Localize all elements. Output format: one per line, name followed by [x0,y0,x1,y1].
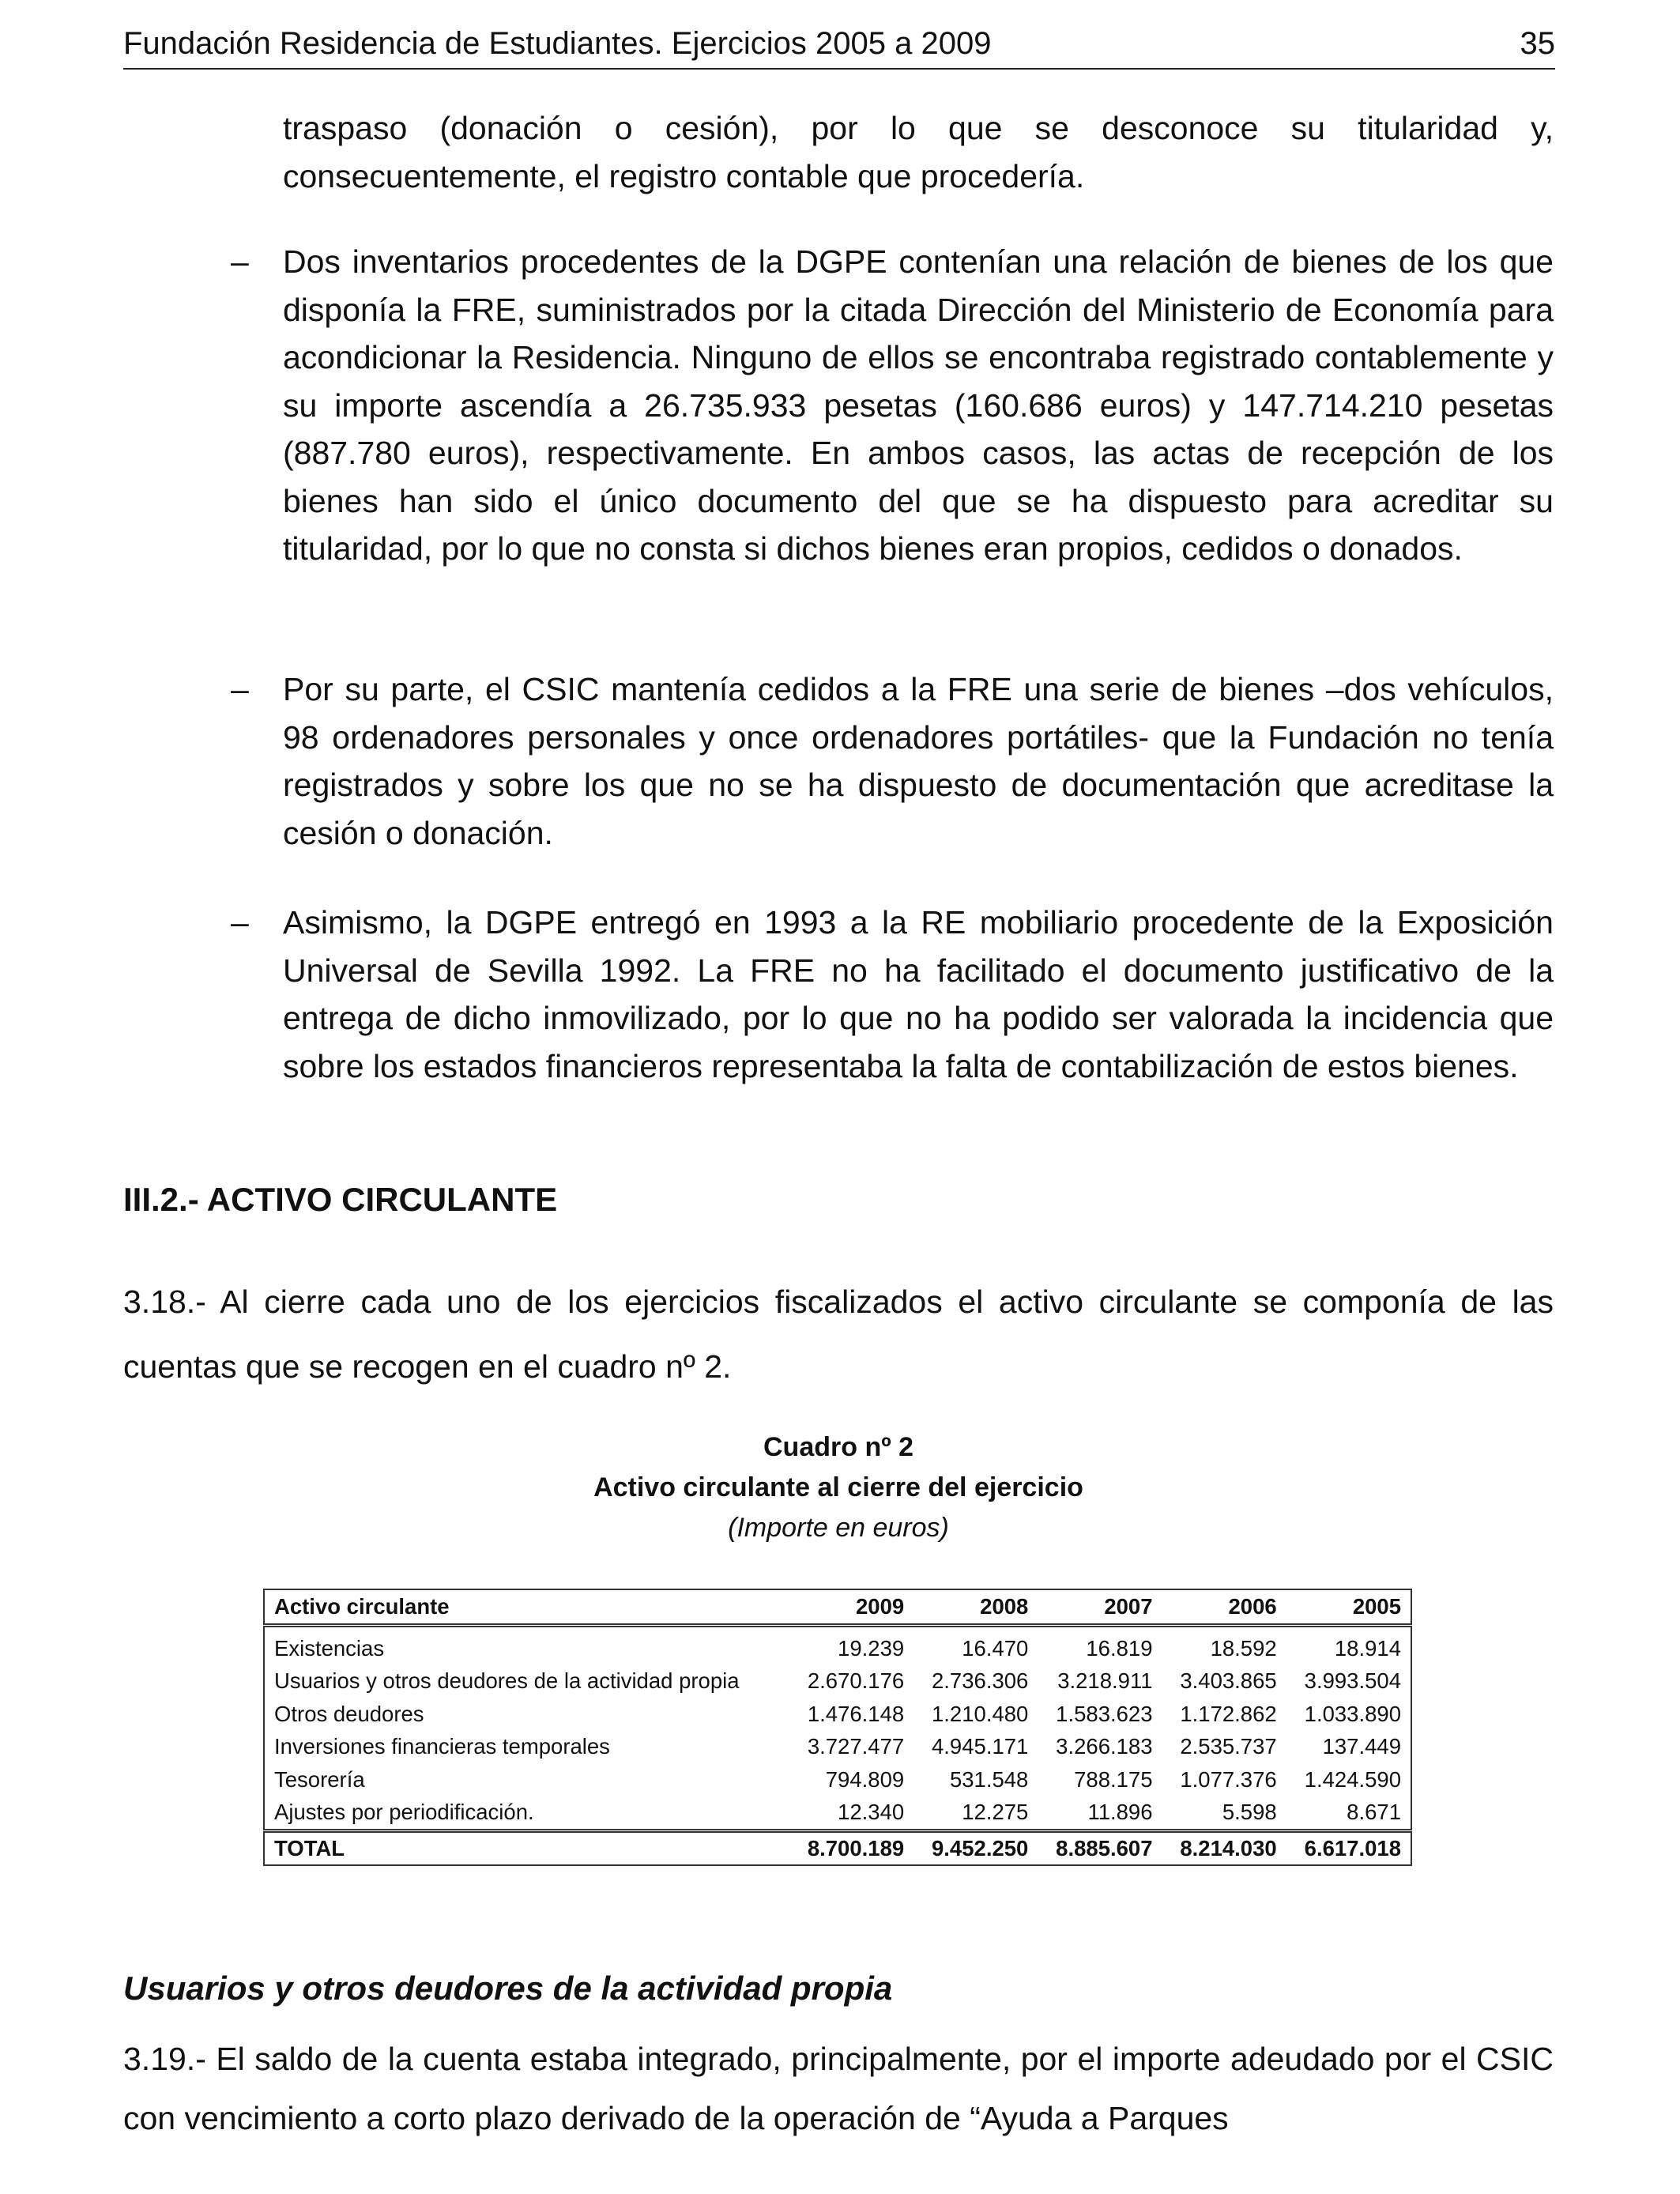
column-header: 2005 [1286,1589,1411,1626]
table-cell: 3.403.865 [1180,1668,1277,1694]
table-cell: 3.218.911 [1057,1668,1153,1694]
table-cell: 531.548 [949,1766,1029,1792]
bullet-dash: – [231,904,249,941]
subsection-heading: Usuarios y otros deudores de la actividad propia [123,1970,893,2007]
row-label: Usuarios y otros deudores de la actividad propia [274,1668,740,1694]
table-cell: 2.535.737 [1180,1734,1277,1759]
paragraph-3-19: 3.19.- El saldo de la cuenta estaba integrado, principalmente, por el importe adeudado por el CSIC con vencimiento a corto plazo derivado de la operación de “Ayuda a Parques [123,2041,1554,2136]
table-cell: 1.077.376 [1180,1766,1277,1792]
paragraph-3-18: 3.18.- Al cierre cada uno de los ejercicios fiscalizados el activo circulante se componía de las cuentas que se recogen en el cuadro nº 2. [123,1284,1554,1385]
column-header: 2007 [1038,1589,1162,1626]
table-cell: 11.896 [1087,1800,1153,1825]
total-cell: 6.617.018 [1286,1831,1411,1866]
table-cell: 1.210.480 [932,1701,1029,1726]
page-number: 35 [1520,26,1555,61]
table-cell: 137.449 [1322,1734,1401,1759]
total-cell: 8.214.030 [1162,1831,1286,1866]
table-cell: 1.476.148 [807,1701,905,1726]
table-number: Cuadro nº 2 [763,1432,913,1462]
row-label: Existencias [274,1635,385,1661]
section-heading: III.2.- ACTIVO CIRCULANTE [123,1181,558,1218]
row-label: Ajustes por periodificación. [274,1800,534,1825]
header-title: Fundación Residencia de Estudiantes. Ejercicios 2005 a 2009 [123,26,992,61]
table-cell: 3.266.183 [1056,1734,1153,1759]
activo-circulante-table [263,1589,1412,1866]
table-cell: 1.172.862 [1180,1701,1277,1726]
page-header [123,22,1555,70]
table-cell: 4.945.171 [932,1734,1029,1759]
table-cell: 5.598 [1222,1800,1277,1825]
total-label: TOTAL [264,1831,789,1866]
table-cell: 18.914 [1334,1635,1401,1661]
table-cell: 16.470 [962,1635,1029,1661]
column-header: 2008 [913,1589,1038,1626]
bullet-paragraph: Asimismo, la DGPE entregó en 1993 a la RE mobiliario procedente de la Exposición Universal de Sevilla 1992. La FRE no ha facilitado el documento justificativo de la entrega de dicho inmovilizado, por lo que no ha podido ser valorada la incidencia que sobre los estados financieros representaba la falta de contabilización de estos bienes. [283,904,1554,1084]
table-cell: 19.239 [838,1635,905,1661]
total-cell: 8.700.189 [789,1831,913,1866]
table-cell: 788.175 [1074,1766,1153,1792]
total-cell: 9.452.250 [913,1831,1038,1866]
bullet-dash: – [231,243,249,280]
table-cell: 1.033.890 [1304,1701,1401,1726]
table-row [264,1665,1411,1698]
table-cell: 12.340 [838,1800,905,1825]
bullet-dash: – [231,671,249,707]
continued-paragraph: traspaso (donación o cesión), por lo que se desconoce su titularidad y, consecuentemente, el registro contable que procedería. [283,110,1554,194]
row-label: Tesorería [274,1766,365,1792]
table-cell: 16.819 [1086,1635,1153,1661]
table-cell: 2.736.306 [932,1668,1029,1694]
table-title: Activo circulante al cierre del ejercicio [593,1472,1083,1502]
table-caption [439,1427,1237,1548]
row-label: Inversiones financieras temporales [274,1734,610,1759]
table-cell: 2.670.176 [807,1668,905,1694]
column-header: Activo circulante [264,1589,789,1626]
table-cell: 794.809 [825,1766,905,1792]
bullet-paragraph: Dos inventarios procedentes de la DGPE contenían una relación de bienes de los que disponía la FRE, suministrados por la citada Dirección del Ministerio de Economía para acondicionar la Residencia. Ninguno de ellos se encontraba registrado contablemente y su importe ascendía a 26.735.933 pesetas (160.686 euros) y 147.714.210 pesetas (887.780 euros), respectivamente. En ambos casos, las actas de recepción de los bienes han sido el único documento del que se ha dispuesto para acreditar su titularidad, por lo que no consta si dichos bienes eran propios, cedidos o donados. [283,243,1554,567]
column-header: 2009 [789,1589,913,1626]
table-header-row [264,1589,1411,1626]
table-row [264,1626,1411,1665]
table-total-row [264,1831,1411,1866]
table-cell: 1.424.590 [1304,1766,1401,1792]
table-cell: 3.727.477 [807,1734,905,1759]
table-cell: 1.583.623 [1056,1701,1153,1726]
table-row [264,1763,1411,1796]
total-cell: 8.885.607 [1038,1831,1162,1866]
table-row [264,1796,1411,1831]
table-cell: 3.993.504 [1304,1668,1401,1694]
table-row [264,1698,1411,1731]
column-header: 2006 [1162,1589,1286,1626]
table-row [264,1731,1411,1764]
row-label: Otros deudores [274,1701,424,1726]
table-cell: 18.592 [1210,1635,1277,1661]
table-units: (Importe en euros) [728,1513,949,1543]
table-cell: 12.275 [962,1800,1029,1825]
bullet-paragraph: Por su parte, el CSIC mantenía cedidos a la FRE una serie de bienes –dos vehículos, 98 ordenadores personales y once ordenadores portátiles- que la Fundación no tenía registrados y sobre los que no se ha dispuesto de documentación que acreditase la cesión o donación. [283,671,1554,851]
table-cell: 8.671 [1347,1800,1401,1825]
